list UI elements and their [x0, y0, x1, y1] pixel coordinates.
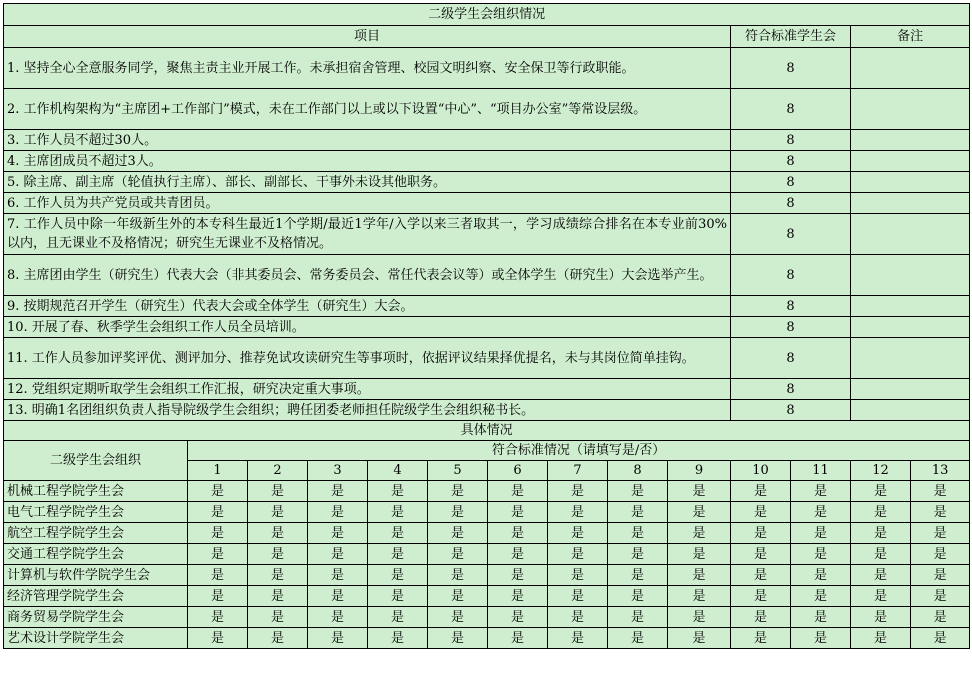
- criteria-value: 是: [308, 544, 368, 565]
- criteria-value: 是: [368, 565, 428, 586]
- criteria-value: 是: [308, 565, 368, 586]
- criteria-value: 是: [428, 628, 488, 649]
- criteria-value: 是: [548, 607, 608, 628]
- criteria-value: 是: [308, 481, 368, 502]
- criteria-value: 是: [368, 607, 428, 628]
- criteria-value: 是: [488, 565, 548, 586]
- org-row: [4, 586, 970, 607]
- item-remark: [851, 48, 970, 89]
- criteria-value: 是: [668, 628, 731, 649]
- criteria-value: 是: [608, 565, 668, 586]
- criteria-value: 是: [791, 628, 851, 649]
- item-row: [4, 255, 970, 296]
- criteria-value: 是: [368, 586, 428, 607]
- org-label: 二级学生会组织: [4, 441, 188, 481]
- criteria-number: 1: [188, 461, 248, 481]
- criteria-value: 是: [668, 502, 731, 523]
- item-remark: [851, 255, 970, 296]
- criteria-label: 符合标准情况（请填写是/否）: [188, 441, 970, 461]
- criteria-value: 是: [488, 502, 548, 523]
- criteria-number: 9: [668, 461, 731, 481]
- item-count: 8: [731, 89, 851, 130]
- item-text: 5. 除主席、副主席（轮值执行主席）、部长、副部长、干事外未设其他职务。: [4, 172, 731, 193]
- item-text: 1. 坚持全心全意服务同学，聚焦主责主业开展工作。未承担宿舍管理、校园文明纠察、安全保卫等行政职能。: [4, 48, 731, 89]
- criteria-value: 是: [548, 565, 608, 586]
- item-row: [4, 89, 970, 130]
- criteria-value: 是: [791, 481, 851, 502]
- criteria-number: 2: [248, 461, 308, 481]
- criteria-value: 是: [851, 565, 911, 586]
- criteria-number: 6: [488, 461, 548, 481]
- criteria-value: 是: [668, 586, 731, 607]
- item-count: 8: [731, 255, 851, 296]
- org-name: 电气工程学院学生会: [4, 502, 188, 523]
- criteria-value: 是: [911, 523, 970, 544]
- criteria-value: 是: [851, 607, 911, 628]
- criteria-number: 10: [731, 461, 791, 481]
- criteria-value: 是: [791, 586, 851, 607]
- item-remark: [851, 379, 970, 400]
- org-row: [4, 628, 970, 649]
- item-count: 8: [731, 48, 851, 89]
- criteria-value: 是: [248, 544, 308, 565]
- criteria-value: 是: [188, 628, 248, 649]
- criteria-value: 是: [731, 544, 791, 565]
- criteria-value: 是: [428, 586, 488, 607]
- student-union-table: [3, 3, 970, 649]
- criteria-value: 是: [668, 481, 731, 502]
- item-count: 8: [731, 172, 851, 193]
- criteria-value: 是: [668, 544, 731, 565]
- criteria-value: 是: [548, 628, 608, 649]
- org-row: [4, 544, 970, 565]
- criteria-value: 是: [911, 565, 970, 586]
- criteria-value: 是: [548, 523, 608, 544]
- item-text: 9. 按期规范召开学生（研究生）代表大会或全体学生（研究生）大会。: [4, 296, 731, 317]
- criteria-value: 是: [911, 628, 970, 649]
- item-row: [4, 296, 970, 317]
- criteria-value: 是: [488, 628, 548, 649]
- criteria-value: 是: [188, 502, 248, 523]
- table-title: 二级学生会组织情况: [4, 4, 970, 26]
- criteria-number: 12: [851, 461, 911, 481]
- criteria-value: 是: [668, 565, 731, 586]
- criteria-value: 是: [428, 523, 488, 544]
- item-remark: [851, 214, 970, 255]
- criteria-value: 是: [488, 607, 548, 628]
- criteria-value: 是: [188, 523, 248, 544]
- criteria-value: 是: [668, 607, 731, 628]
- org-name: 计算机与软件学院学生会: [4, 565, 188, 586]
- org-name: 机械工程学院学生会: [4, 481, 188, 502]
- criteria-value: 是: [248, 523, 308, 544]
- header-remark: 备注: [851, 26, 970, 48]
- item-row: [4, 151, 970, 172]
- criteria-number: 8: [608, 461, 668, 481]
- criteria-value: 是: [488, 586, 548, 607]
- item-row: [4, 338, 970, 379]
- criteria-value: 是: [368, 544, 428, 565]
- org-name: 艺术设计学院学生会: [4, 628, 188, 649]
- criteria-value: 是: [428, 544, 488, 565]
- criteria-value: 是: [608, 502, 668, 523]
- criteria-number: 11: [791, 461, 851, 481]
- criteria-value: 是: [911, 544, 970, 565]
- criteria-value: 是: [911, 481, 970, 502]
- criteria-value: 是: [248, 502, 308, 523]
- org-name: 交通工程学院学生会: [4, 544, 188, 565]
- criteria-value: 是: [791, 544, 851, 565]
- item-row: [4, 214, 970, 255]
- criteria-value: 是: [791, 523, 851, 544]
- criteria-value: 是: [308, 628, 368, 649]
- item-row: [4, 130, 970, 151]
- item-count: 8: [731, 130, 851, 151]
- org-name: 商务贸易学院学生会: [4, 607, 188, 628]
- criteria-value: 是: [308, 523, 368, 544]
- criteria-value: 是: [608, 586, 668, 607]
- criteria-value: 是: [308, 502, 368, 523]
- item-remark: [851, 296, 970, 317]
- org-row: [4, 523, 970, 544]
- item-remark: [851, 338, 970, 379]
- item-text: 11. 工作人员参加评奖评优、测评加分、推荐免试攻读研究生等事项时，依据评议结果择优提名，未与其岗位简单挂钩。: [4, 338, 731, 379]
- criteria-number: 13: [911, 461, 970, 481]
- criteria-value: 是: [308, 607, 368, 628]
- criteria-value: 是: [668, 523, 731, 544]
- criteria-value: 是: [488, 544, 548, 565]
- criteria-value: 是: [731, 502, 791, 523]
- criteria-value: 是: [608, 544, 668, 565]
- criteria-value: 是: [428, 481, 488, 502]
- item-row: [4, 379, 970, 400]
- criteria-value: 是: [731, 565, 791, 586]
- criteria-value: 是: [248, 481, 308, 502]
- criteria-value: 是: [488, 481, 548, 502]
- criteria-value: 是: [368, 502, 428, 523]
- item-count: 8: [731, 400, 851, 421]
- criteria-value: 是: [428, 502, 488, 523]
- org-name: 航空工程学院学生会: [4, 523, 188, 544]
- criteria-value: 是: [911, 586, 970, 607]
- item-count: 8: [731, 379, 851, 400]
- item-remark: [851, 193, 970, 214]
- item-count: 8: [731, 151, 851, 172]
- item-remark: [851, 89, 970, 130]
- item-text: 3. 工作人员不超过30人。: [4, 130, 731, 151]
- criteria-value: 是: [608, 523, 668, 544]
- criteria-value: 是: [731, 481, 791, 502]
- item-remark: [851, 317, 970, 338]
- item-text: 8. 主席团由学生（研究生）代表大会（非其委员会、常务委员会、常任代表会议等）或全体学生（研究生）大会选举产生。: [4, 255, 731, 296]
- criteria-value: 是: [548, 586, 608, 607]
- criteria-value: 是: [188, 586, 248, 607]
- criteria-value: 是: [188, 565, 248, 586]
- criteria-value: 是: [851, 544, 911, 565]
- item-text: 7. 工作人员中除一年级新生外的本专科生最近1个学期/最近1学年/入学以来三者取其一，学习成绩综合排名在本专业前30%以内，且无课业不及格情况；研究生无课业不及格情况。: [4, 214, 731, 255]
- criteria-value: 是: [308, 586, 368, 607]
- item-row: [4, 193, 970, 214]
- item-text: 13. 明确1名团组织负责人指导院级学生会组织；聘任团委老师担任院级学生会组织秘书长。: [4, 400, 731, 421]
- criteria-value: 是: [548, 481, 608, 502]
- item-count: 8: [731, 296, 851, 317]
- criteria-value: 是: [368, 523, 428, 544]
- criteria-number: 5: [428, 461, 488, 481]
- criteria-value: 是: [428, 565, 488, 586]
- item-count: 8: [731, 214, 851, 255]
- criteria-value: 是: [548, 544, 608, 565]
- criteria-value: 是: [608, 628, 668, 649]
- criteria-value: 是: [851, 523, 911, 544]
- criteria-value: 是: [911, 502, 970, 523]
- item-row: [4, 172, 970, 193]
- criteria-value: 是: [248, 607, 308, 628]
- item-row: [4, 317, 970, 338]
- org-row: [4, 565, 970, 586]
- criteria-value: 是: [608, 481, 668, 502]
- criteria-value: 是: [428, 607, 488, 628]
- criteria-value: 是: [851, 481, 911, 502]
- item-row: [4, 48, 970, 89]
- criteria-value: 是: [791, 607, 851, 628]
- criteria-number: 4: [368, 461, 428, 481]
- item-remark: [851, 172, 970, 193]
- criteria-number: 7: [548, 461, 608, 481]
- header-standard: 符合标准学生会: [731, 26, 851, 48]
- item-count: 8: [731, 317, 851, 338]
- criteria-value: 是: [248, 565, 308, 586]
- org-row: [4, 481, 970, 502]
- criteria-value: 是: [248, 628, 308, 649]
- criteria-value: 是: [731, 586, 791, 607]
- criteria-value: 是: [791, 565, 851, 586]
- org-row: [4, 502, 970, 523]
- criteria-value: 是: [608, 607, 668, 628]
- criteria-value: 是: [188, 607, 248, 628]
- item-remark: [851, 130, 970, 151]
- criteria-value: 是: [731, 523, 791, 544]
- item-remark: [851, 151, 970, 172]
- item-text: 4. 主席团成员不超过3人。: [4, 151, 731, 172]
- criteria-value: 是: [368, 628, 428, 649]
- criteria-value: 是: [731, 607, 791, 628]
- criteria-value: 是: [188, 481, 248, 502]
- criteria-value: 是: [851, 628, 911, 649]
- criteria-value: 是: [851, 502, 911, 523]
- criteria-value: 是: [488, 523, 548, 544]
- item-count: 8: [731, 193, 851, 214]
- criteria-value: 是: [731, 628, 791, 649]
- item-text: 12. 党组织定期听取学生会组织工作汇报，研究决定重大事项。: [4, 379, 731, 400]
- header-item: 项目: [4, 26, 731, 48]
- criteria-value: 是: [548, 502, 608, 523]
- item-count: 8: [731, 338, 851, 379]
- item-text: 10. 开展了春、秋季学生会组织工作人员全员培训。: [4, 317, 731, 338]
- org-name: 经济管理学院学生会: [4, 586, 188, 607]
- criteria-value: 是: [248, 586, 308, 607]
- item-remark: [851, 400, 970, 421]
- item-text: 2. 工作机构架构为“主席团+工作部门”模式，未在工作部门以上或以下设置“中心”、“项目办公室”等常设层级。: [4, 89, 731, 130]
- details-title: 具体情况: [4, 421, 970, 441]
- criteria-value: 是: [851, 586, 911, 607]
- criteria-number: 3: [308, 461, 368, 481]
- criteria-value: 是: [188, 544, 248, 565]
- criteria-value: 是: [368, 481, 428, 502]
- item-row: [4, 400, 970, 421]
- criteria-value: 是: [911, 607, 970, 628]
- item-text: 6. 工作人员为共产党员或共青团员。: [4, 193, 731, 214]
- org-row: [4, 607, 970, 628]
- criteria-value: 是: [791, 502, 851, 523]
